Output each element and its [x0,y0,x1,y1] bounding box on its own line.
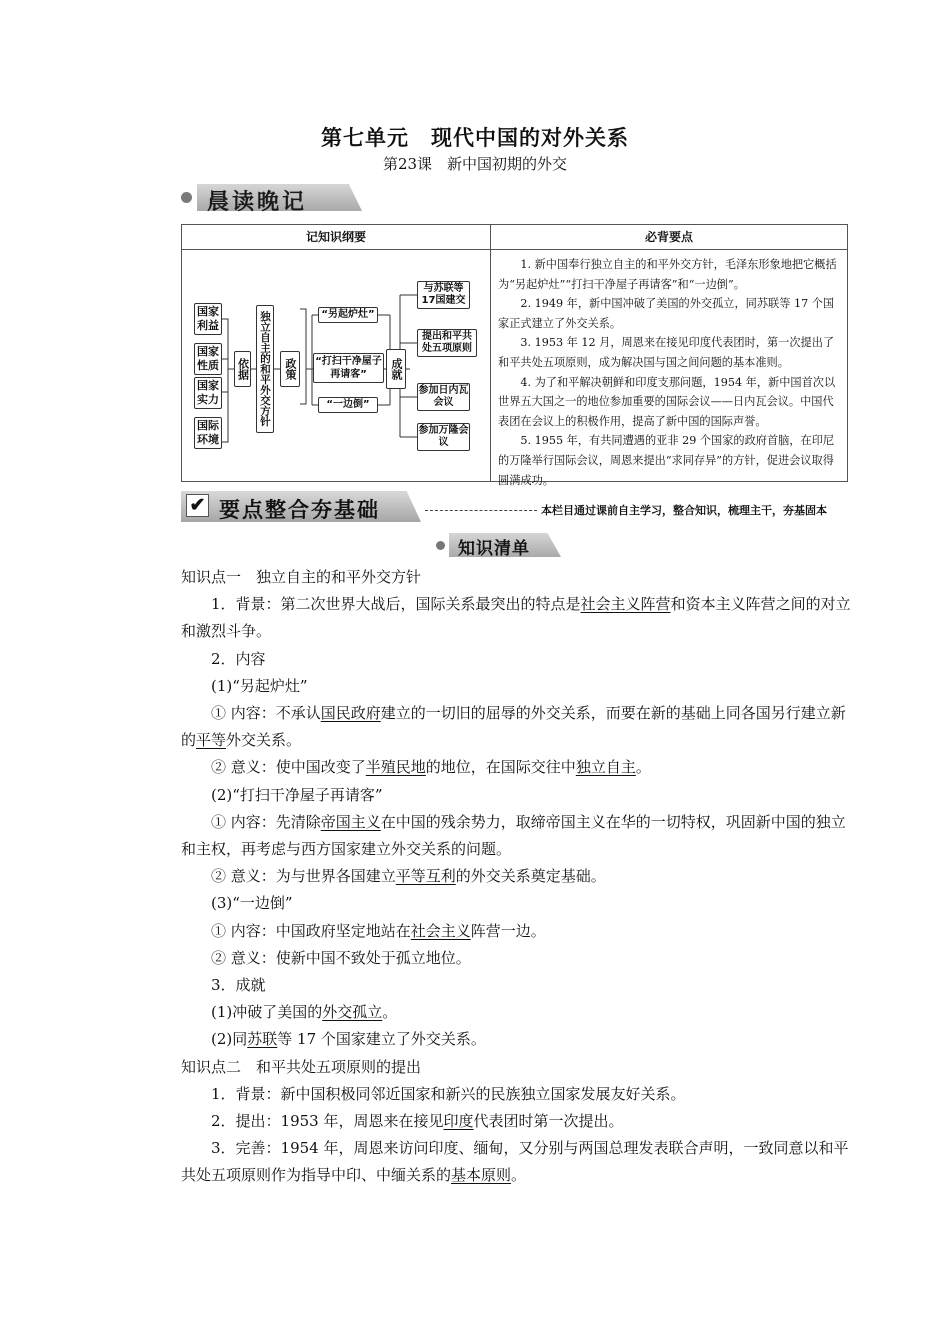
factor-international-env: 国际环境 [194,417,222,449]
bullet-dot-icon [181,192,192,203]
basis-box: 依据 [234,351,251,387]
kp1-title: 知识点一 独立自主的和平外交方针 [181,568,422,586]
achievement-item: (1)冲破了美国的外交孤立。 [211,1003,398,1022]
bullet-dot-icon [436,541,445,550]
morning-reading-banner [181,180,366,214]
knowledge-list-banner [436,531,561,559]
right-header: 必背要点 [491,225,847,250]
checkmark-icon: ✔ [186,494,209,517]
policy-heading: (2)“打扫干净屋子再请客” [211,785,383,804]
policy-meaning: ② 意义：使新中国不致处于孤立地位。 [211,948,471,967]
unit-title: 第七单元 现代中国的对外关系 [321,126,629,150]
knowledge-list-body [181,564,851,1190]
key-points-banner [181,491,848,523]
left-header: 记知识纲要 [182,225,490,250]
knowledge-list-label: 知识清单 [458,539,530,559]
policy-content: ① 内容：中国政府坚定地站在社会主义阵营一边。 [211,921,546,940]
policy-box: 政策 [280,351,300,387]
factor-national-interest: 国家利益 [194,303,222,335]
policy-meaning: ② 意义：为与世界各国建立平等互利的外交关系奠定基础。 [211,867,606,886]
achievement-box: 成就 [386,349,406,389]
section-note: 本栏目通过课前自主学习，整合知识，梳理主干，夯基固本 [541,504,827,517]
key-point: 4. 为了和平解决朝鲜和印度支那问题，1954 年，新中国首次以世界五大国之一的地位参加重要的国际会议——日内瓦会议。中国代表团在会议上的积极作用，提高了新中国的国际声誉。 [498,375,836,428]
achievement-geneva: 参加日内瓦会议 [417,383,470,411]
achievement-diplomatic-ties: 与苏联等17国建交 [417,281,470,309]
achievement-five-principles: 提出和平共处五项原则 [417,329,477,357]
policy-content: ① 内容：先清除帝国主义在中国的残余势力，取缔帝国主义在华的一切特权，巩固新中国的独立和主权，再考虑与西方国家建立外交关系的问题。 [181,812,846,859]
center-policy-box: 独立自主的和平外交方针 [256,305,274,433]
key-points [498,255,842,490]
factor-national-nature: 国家性质 [194,343,222,375]
key-points-label: 要点整合夯基础 [219,498,380,522]
lesson-subtitle: 第23课 新中国初期的外交 [382,155,568,173]
policy-clean-house: “打扫干净屋子再请客” [313,353,384,383]
kp2-proposal: 2．提出：1953 年，周恩来在接见印度代表团时第一次提出。 [211,1112,624,1131]
achievement-heading: 3．成就 [211,976,266,995]
key-point: 1. 新中国奉行独立自主的和平外交方针，毛泽东形象地把它概括为“另起炉灶”“打扫干净屋子再请客”和“一边倒”。 [498,258,837,291]
kp2-completion: 3．完善：1954 年，周恩来访问印度、缅甸，又分别与两国总理发表联合声明，一致同意以和平共处五项原则作为指导中印、中缅关系的基本原则。 [181,1139,849,1185]
morning-reading-label: 晨读晚记 [207,190,308,215]
key-point: 3. 1953 年 12 月，周恩来在接见印度代表团时，第一次提出了和平共处五项原则，成为解决国与国之间问题的基本准则。 [498,336,835,369]
policy-content: ① 内容：不承认国民政府建立的一切旧的屈辱的外交关系，而要在新的基础上同各国另行建立新的平等外交关系。 [181,704,846,750]
achievement-bandung: 参加万隆会议 [417,423,470,451]
policy-lean-one-side: “一边倒” [318,397,378,413]
knowledge-diagram [182,249,490,481]
policy-meaning: ② 意义：使中国改变了半殖民地的地位，在国际交往中独立自主。 [211,758,651,777]
achievement-item: (2)同苏联等 17 个国家建立了外交关系。 [211,1030,486,1049]
kp2-background: 1．背景：新中国积极同邻近国家和新兴的民族独立国家发展友好关系。 [211,1084,686,1103]
knowledge-table [181,224,848,487]
policy-heading: (1)“另起炉灶” [211,676,308,695]
kp1-background: 1．背景：第二次世界大战后，国际关系最突出的特点是社会主义阵营和资本主义阵营之间的对立和激烈斗争。 [181,595,851,641]
kp1-content-heading: 2．内容 [211,649,266,668]
policy-heading: (3)“一边倒” [211,894,293,913]
key-point: 2. 1949 年，新中国冲破了美国的外交孤立，同苏联等 17 个国家正式建立了外交关系。 [498,297,835,330]
kp2-title: 知识点二 和平共处五项原则的提出 [181,1057,422,1076]
policy-new-stove: “另起炉灶” [318,307,378,323]
factor-national-strength: 国家实力 [194,377,222,409]
key-point: 5. 1955 年，有共同遭遇的亚非 29 个国家的政府首脑，在印尼的万隆举行国际会议，周恩来提出“求同存异”的方针，促进会议取得圆满成功。 [498,434,835,487]
